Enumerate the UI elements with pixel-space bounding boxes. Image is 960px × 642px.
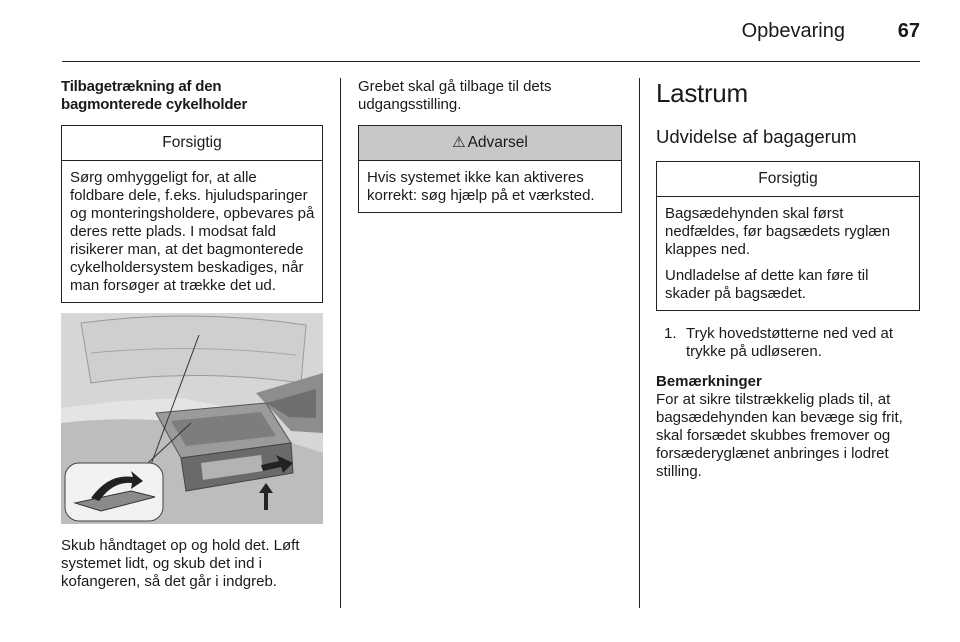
column-right (656, 78, 920, 481)
subsection-title: Udvidelse af bagagerum (656, 126, 857, 147)
note-title: Bemærkninger (656, 373, 762, 390)
step-text: Tryk hovedstøtterne ned ved at trykke på udløseren. (686, 325, 894, 360)
caution-seats-paragraph-2: Undladelse af dette kan føre til skader på bagsædet. (665, 267, 869, 302)
bike-carrier-heading: Tilbagetrækning af den bagmonterede cykelholder (61, 78, 248, 113)
handle-return-text: Grebet skal gå tilbage til dets udgangsstilling. (358, 78, 552, 113)
note-text: For at sikre tilstrækkelig plads til, at bagsædehynden kan bevæge sig frit, skal forsædet skubbes fremover og forsæderyglænet anbringes i lodret stilling. (656, 391, 903, 480)
warning-box-title: Advarsel (467, 134, 528, 151)
caution-box-body (62, 161, 322, 302)
caution-box (61, 125, 323, 303)
caution-box-seats (656, 161, 920, 311)
step-list-item (656, 325, 920, 361)
page-number: 67 (897, 20, 920, 42)
bike-carrier-illustration (61, 313, 323, 524)
column-middle (358, 78, 622, 213)
warning-box-text: Hvis systemet ikke kan aktiveres korrekt: søg hjælp på et værksted. (367, 169, 595, 204)
warning-box-body (359, 161, 621, 212)
caution-seats-paragraph-1: Bagsædehynden skal først nedfældes, før bagsædets ryglæn klappes ned. (665, 205, 891, 258)
caution-box-title: Forsigtig (62, 126, 322, 161)
column-divider-left (340, 78, 341, 608)
bike-carrier-drawing (61, 313, 323, 524)
header-divider (62, 61, 920, 62)
warning-box-title-bar (359, 126, 621, 161)
figure-caption: Skub håndtaget op og hold det. Løft systemet lidt, og skub det ind i kofangeren, så det går i indgreb. (61, 537, 300, 590)
caution-box-seats-title: Forsigtig (657, 162, 919, 197)
warning-triangle-icon: ⚠ (452, 134, 466, 151)
warning-box (358, 125, 622, 213)
caution-box-seats-body (657, 197, 919, 310)
running-header-title: Opbevaring (741, 20, 845, 42)
column-left (61, 78, 323, 591)
column-divider-right (639, 78, 640, 608)
step-number: 1. (664, 325, 677, 342)
section-title: Lastrum (656, 78, 748, 108)
caution-box-text: Sørg omhyggeligt for, at alle foldbare dele, f.eks. hjuludsparinger og monteringsholdere, opbevares på deres rette plads. I modsat fald risikerer man, at det bagmonterede cykelholdersystem beskadiges, når man forsøger at trække det ud. (70, 169, 315, 294)
